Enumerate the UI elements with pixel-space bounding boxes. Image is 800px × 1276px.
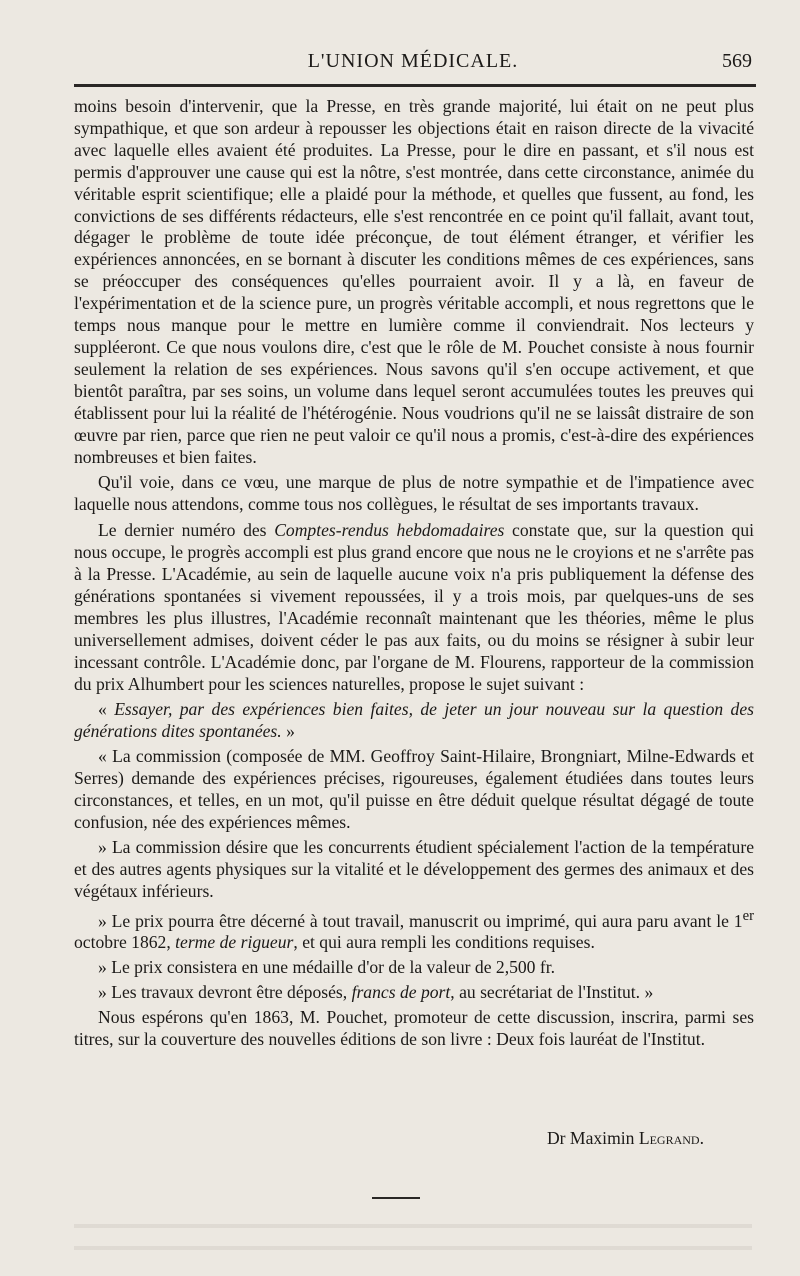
quote-4-mid: octobre 1862, <box>74 932 176 953</box>
quote-3: » La commission désire que les concurrents étudient spécialement l'action de la température et des autres agents physiques sur la vitalité et le développement des germes des animaux et des végétaux inférieurs. <box>74 836 754 901</box>
quote-1-open: « <box>98 699 115 720</box>
quote-4 <box>74 906 754 955</box>
paragraph-3 <box>74 520 754 695</box>
running-title: L'UNION MÉDICALE. <box>307 50 519 72</box>
quote-4-after: , et qui aura rempli les conditions requises. <box>293 932 595 953</box>
quote-6-before: » Les travaux devront être déposés, <box>98 982 352 1003</box>
footer-rule <box>372 1197 420 1199</box>
quote-2: « La commission (composée de MM. Geoffroy Saint-Hilaire, Brongniart, Milne-Edwards et Serres) demande des expériences précises, rigoureuses, également étudiées dans toutes leurs circonstances, et telles, en un mot, qu'il puisse en être déduit quelque résultat dégagé de toute confusion, née des expériences mêmes. <box>74 746 754 832</box>
signature-prefix: Dr Maximin <box>546 1128 639 1148</box>
quote-4-before: » Le prix pourra être décerné à tout travail, manuscrit ou imprimé, qui aura paru avant le 1 <box>98 910 743 931</box>
quote-6 <box>74 982 754 1004</box>
paragraph-3-italic: Comptes-rendus hebdomadaires <box>274 520 505 541</box>
article-body <box>74 96 754 1055</box>
show-through-text <box>74 1210 752 1266</box>
quote-1 <box>74 699 754 743</box>
closing-paragraph: Nous espérons qu'en 1863, M. Pouchet, promoteur de cette discussion, inscrira, parmi ses titres, sur la couverture des nouvelles éditions de son livre : Deux fois lauréat de l'Institut. <box>74 1007 754 1050</box>
quote-4-sup: er <box>742 907 754 924</box>
header-rule <box>74 84 756 87</box>
signature <box>547 1128 704 1149</box>
quote-1-italic: Essayer, par des expériences bien faites, de jeter un jour nouveau sur la question des générations dites spontanées. <box>74 699 755 742</box>
quote-5: » Le prix consistera en une médaille d'or de la valeur de 2,500 fr. <box>98 957 556 978</box>
signature-name: Legrand. <box>638 1128 704 1148</box>
paragraph-2: Qu'il voie, dans ce vœu, une marque de plus de notre sympathie et de l'impatience avec laquelle nous attendons, comme tous nos collègues, le résultat de ses importants travaux. <box>74 472 754 515</box>
paragraph-3-before: Le dernier numéro des <box>98 520 275 541</box>
paragraph-3-after: constate que, sur la question qui nous occupe, le progrès accompli est plus grand encore que nous ne le croyions et ne s'arrête pas à la Presse. L'Académie, au sein de laquelle aucune voix n'a pris publiquement la défense des générations spontanées si vivement repoussées, il y a trois mois, par quelques-uns de ses membres les plus illustres, l'Académie reconnaît maintenant que les théories, même le plus universellement admises, doivent céder le pas aux faits, ou du moins se résigner à subir leur incessant contrôle. L'Académie donc, par l'organe de M. Flourens, rapporteur de la commission du prix Alhumbert pour les sciences naturelles, propose le sujet suivant : <box>74 520 755 694</box>
page-header <box>74 46 752 76</box>
quote-6-italic: francs de port <box>351 982 451 1003</box>
paragraph-1: moins besoin d'intervenir, que la Presse, en très grande majorité, lui était on ne peut plus sympathique, et que son ardeur à repousser les objections était en raison directe de la vivacité avec laquelle elles avaient été produites. La Presse, pour le dire en passant, et s'il nous est permis d'approuver une cause qui est la nôtre, s'est montrée, dans cette circonstance, animée du véritable esprit scientifique; elle a plaidé pour la méthode, et quelles que fussent, au fond, les convictions de ses différents rédacteurs, elle s'est rencontrée en ce point qu'il fallait, avant tout, dégager le problème de toute idée préconçue, de tout élément étranger, et vérifier les expériences annoncées, en se bornant à discuter les conditions mêmes de ces expériences, sans se préoccuper des conséquences qu'elles pourraient avoir. Il y a là, en faveur de l'expérimentation et de la science pure, un progrès véritable accompli, et nous regrettons que le temps nous manque pour le mettre en lumière comme il conviendrait. Nos lecteurs y suppléeront. Ce que nous voulons dire, c'est que le rôle de M. Pouchet consiste à nous fournir seulement la relation de ses expériences. Nous savons qu'il s'en occupe activement, et que bientôt paraîtra, par ses soins, un volume dans lequel seront accumulées toutes les preuves qui établissent pour lui la réalité de l'hétérogénie. Nous voudrions qu'il ne se laissât distraire de son œuvre par rien, parce que rien ne peut valoir ce qu'il nous a promis, c'est-à-dire des expériences nombreuses et bien faites. <box>74 96 754 467</box>
quote-1-close: » <box>281 721 295 742</box>
quote-4-italic: terme de rigueur <box>175 932 294 953</box>
page-number: 569 <box>722 50 752 72</box>
quote-6-after: , au secrétariat de l'Institut. » <box>450 982 654 1003</box>
